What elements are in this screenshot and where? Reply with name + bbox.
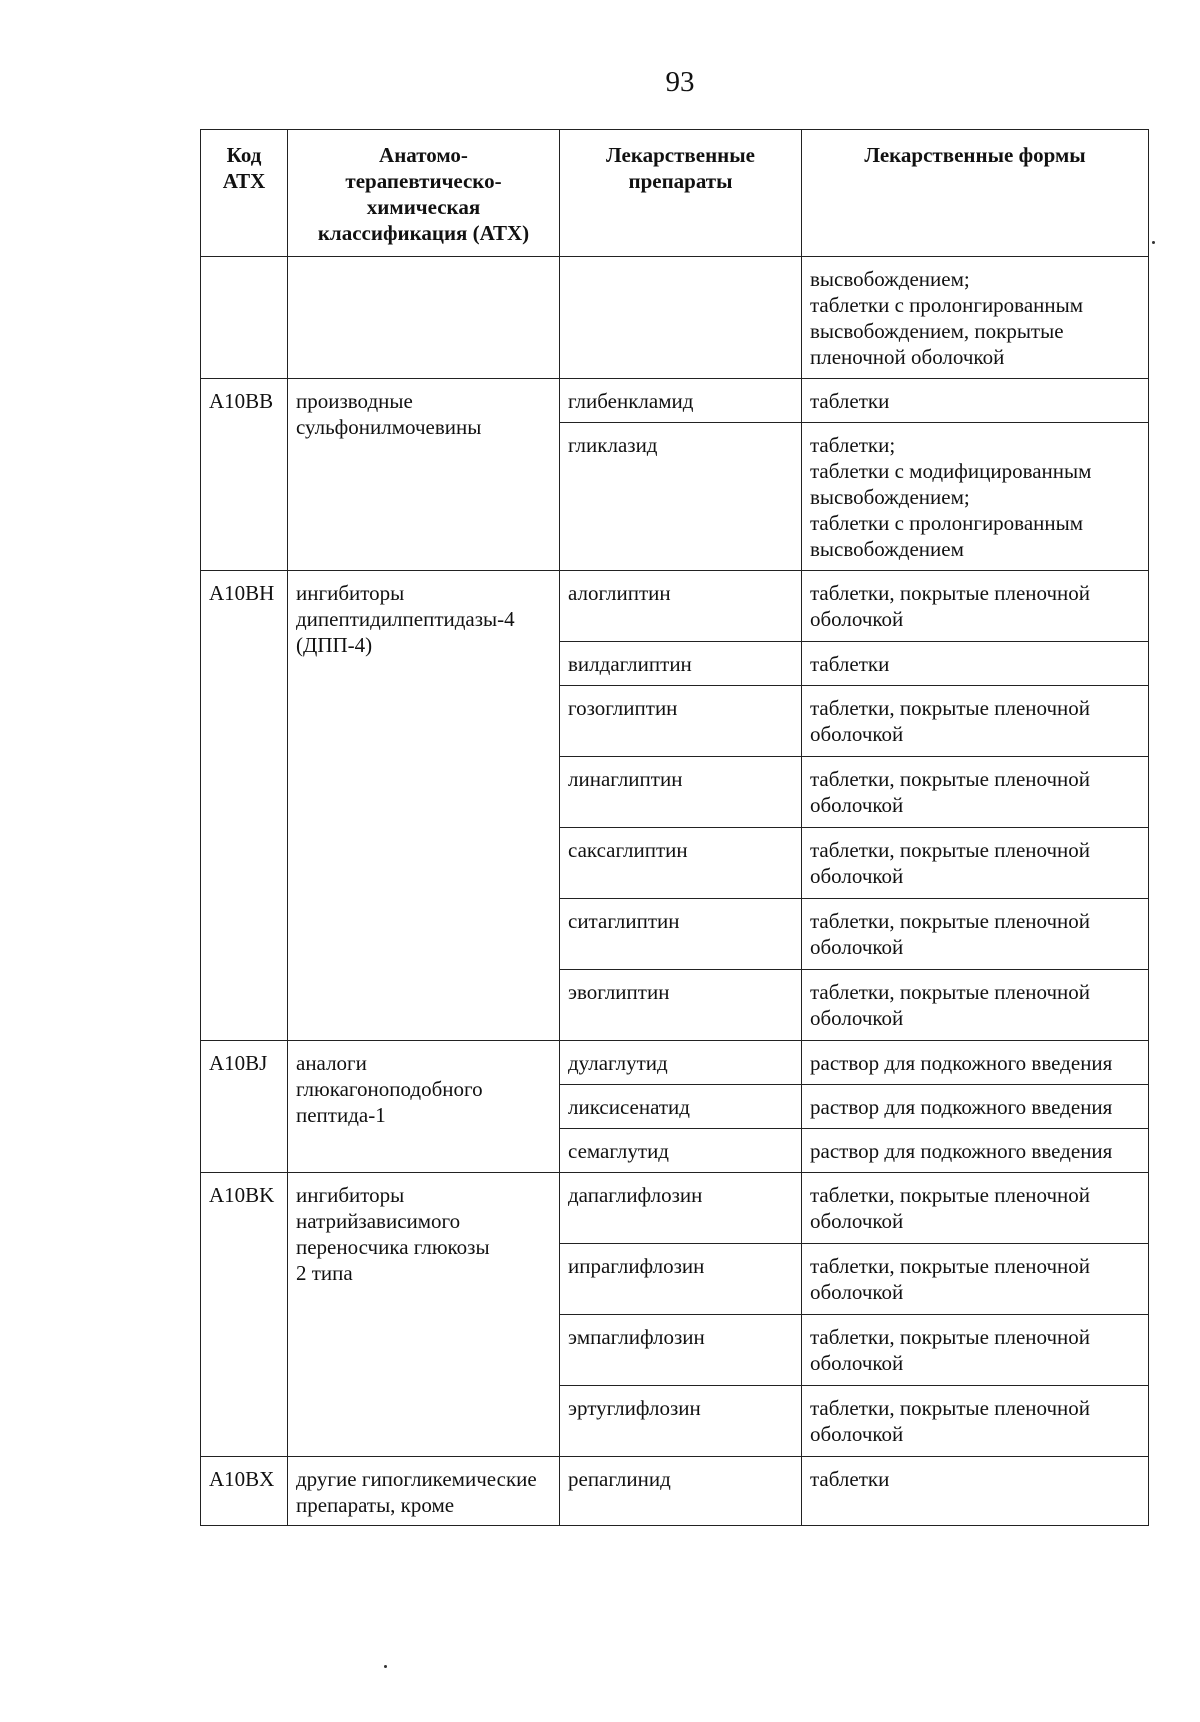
atx-drug-table <box>200 129 1149 1526</box>
table-row <box>201 1041 1149 1085</box>
form-cell: таблетки, покрытые пленочной оболочкой <box>802 686 1149 757</box>
classification-cell: ингибиторы дипептидилпептидазы-4 (ДПП-4) <box>288 571 560 1041</box>
table-row <box>201 1173 1149 1244</box>
form-cell: таблетки; таблетки с модифицированным высвобождением; таблетки с пролонгированным высвобождением <box>802 423 1149 571</box>
drug-cell: эмпаглифлозин <box>560 1315 802 1386</box>
table-header-row <box>201 130 1149 257</box>
form-cell: таблетки, покрытые пленочной оболочкой <box>802 1173 1149 1244</box>
form-cell: таблетки, покрытые пленочной оболочкой <box>802 899 1149 970</box>
page-number: 93 <box>665 66 695 98</box>
drug-cell: ипраглифлозин <box>560 1244 802 1315</box>
drug-cell: ликсисенатид <box>560 1085 802 1129</box>
drug-cell: глибенкламид <box>560 379 802 423</box>
form-cell: раствор для подкожного введения <box>802 1129 1149 1173</box>
code-cell: A10BH <box>201 571 288 1041</box>
drug-cell: вилдаглиптин <box>560 642 802 686</box>
code-cell: A10BK <box>201 1173 288 1457</box>
form-cell: таблетки, покрытые пленочной оболочкой <box>802 571 1149 642</box>
drug-cell: эвоглиптин <box>560 970 802 1041</box>
form-cell: таблетки <box>802 379 1149 423</box>
form-cell: таблетки, покрытые пленочной оболочкой <box>802 757 1149 828</box>
form-cell: высвобождением; таблетки с пролонгированным высвобождением, покрытые пленочной оболочкой <box>802 257 1149 379</box>
form-cell: таблетки, покрытые пленочной оболочкой <box>802 970 1149 1041</box>
table-row <box>201 571 1149 642</box>
form-cell: раствор для подкожного введения <box>802 1041 1149 1085</box>
header-drugs: Лекарственные препараты <box>560 130 802 257</box>
form-cell: таблетки, покрытые пленочной оболочкой <box>802 1386 1149 1457</box>
classification-cell: аналоги глюкагоноподобного пептида-1 <box>288 1041 560 1173</box>
classification-cell: другие гипогликемические препараты, кроме <box>288 1457 560 1526</box>
form-cell: таблетки, покрытые пленочной оболочкой <box>802 1244 1149 1315</box>
drug-cell: ситаглиптин <box>560 899 802 970</box>
table-row <box>201 379 1149 423</box>
drug-cell: семаглутид <box>560 1129 802 1173</box>
drug-cell: алоглиптин <box>560 571 802 642</box>
form-cell: таблетки <box>802 642 1149 686</box>
code-cell: A10BB <box>201 379 288 571</box>
header-forms: Лекарственные формы <box>802 130 1149 257</box>
code-cell <box>201 257 288 379</box>
classification-cell: производные сульфонилмочевины <box>288 379 560 571</box>
classification-cell: ингибиторы натрийзависимого переносчика глюкозы 2 типа <box>288 1173 560 1457</box>
form-cell: таблетки <box>802 1457 1149 1526</box>
drug-cell: эртуглифлозин <box>560 1386 802 1457</box>
form-cell: таблетки, покрытые пленочной оболочкой <box>802 1315 1149 1386</box>
header-code: Код АТХ <box>201 130 288 257</box>
drug-cell: дапаглифлозин <box>560 1173 802 1244</box>
drug-cell: саксаглиптин <box>560 828 802 899</box>
drug-cell: дулаглутид <box>560 1041 802 1085</box>
form-cell: раствор для подкожного введения <box>802 1085 1149 1129</box>
drug-cell <box>560 257 802 379</box>
drug-cell: репаглинид <box>560 1457 802 1526</box>
drug-cell: гозоглиптин <box>560 686 802 757</box>
drug-cell: линаглиптин <box>560 757 802 828</box>
drug-cell: гликлазид <box>560 423 802 571</box>
code-cell: A10BX <box>201 1457 288 1526</box>
header-classification: Анатомо- терапевтическо- химическая классификация (АТХ) <box>288 130 560 257</box>
scan-speck <box>384 1665 387 1668</box>
classification-cell <box>288 257 560 379</box>
scan-speck <box>1152 241 1155 244</box>
table-row-continuation <box>201 257 1149 379</box>
table-row <box>201 1457 1149 1526</box>
code-cell: A10BJ <box>201 1041 288 1173</box>
form-cell: таблетки, покрытые пленочной оболочкой <box>802 828 1149 899</box>
